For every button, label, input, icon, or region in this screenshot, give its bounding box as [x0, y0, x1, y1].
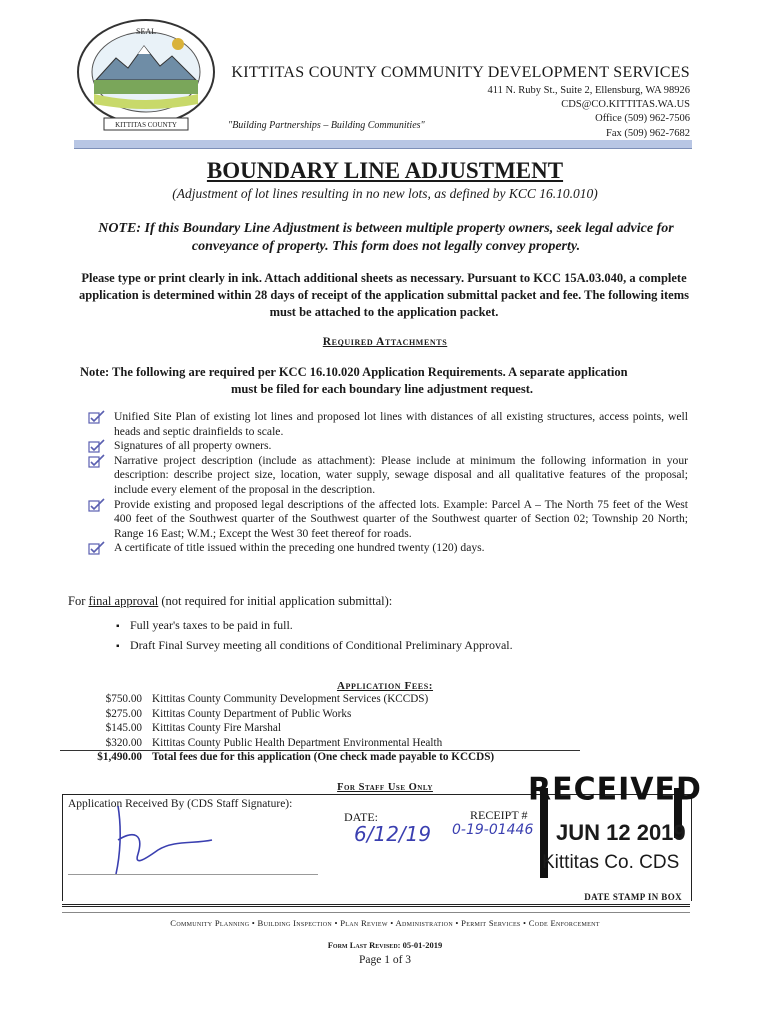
attachment-checklist	[88, 410, 688, 556]
footer-divider	[62, 912, 690, 913]
fee-amount: $750.00	[105, 693, 142, 705]
agency-address	[430, 84, 690, 141]
fee-total-desc: Total fees due for this application (One check made payable to KCCDS)	[152, 751, 495, 764]
legal-note: NOTE: If this Boundary Line Adjustment is between multiple property owners, seek legal advice for conveyance of property. This form does not legally convey property.	[98, 221, 674, 254]
required-attachments-note	[80, 364, 684, 398]
checked-box-icon[interactable]	[88, 498, 106, 512]
header-rule-thin	[74, 148, 692, 149]
checklist-item-text: Provide existing and proposed legal descriptions of the affected lots. Example: Parcel A – The North 75 feet of the West 400 feet of the Southwest quarter of the Southwest quarter of the Southwest quarter of Section 02; Township 20 North; Range 16 East; W.M.; Except the West 30 feet thereof for roads.	[114, 497, 688, 540]
required-note-line1: Note: The following are required per KCC 16.10.020 Application Requirements. A separate application	[80, 365, 628, 379]
total-row	[78, 750, 578, 765]
address-fax: Fax (509) 962-7682	[606, 127, 690, 139]
final-approval-list	[116, 616, 513, 656]
fee-desc: Kittitas County Community Development Services (KCCDS)	[152, 693, 429, 705]
checklist-item-text: A certificate of title issued within the preceding one hundred twenty (120) days.	[114, 541, 485, 555]
agency-name: KITTITAS COUNTY COMMUNITY DEVELOPMENT SERVICES	[231, 64, 690, 81]
fee-desc: Kittitas County Public Health Department Environmental Health	[152, 736, 443, 749]
table-row	[78, 721, 578, 736]
fee-desc: Kittitas County Department of Public Works	[152, 707, 352, 720]
final-approval-prefix: For	[68, 594, 89, 608]
checklist-item-text: Signatures of all property owners.	[114, 439, 272, 453]
checked-box-icon[interactable]	[88, 439, 106, 453]
header-rule	[74, 140, 692, 148]
page-subtitle: (Adjustment of lot lines resulting in no new lots, as defined by KCC 16.10.010)	[172, 186, 598, 201]
checklist-item-text: Narrative project description (include as attachment): Please include at minimum the following information in your description: describe project size, location, water supply, sewage disposal and all qualitative features of the proposal; include every element of the proposal in the description.	[114, 453, 688, 496]
checklist-item	[88, 439, 688, 454]
checked-box-icon[interactable]	[88, 541, 106, 555]
address-email: CDS@CO.KITTITAS.WA.US	[561, 99, 690, 111]
form-revised-date: Form Last Revised: 05-01-2019	[327, 940, 443, 950]
date-label: DATE:	[344, 810, 378, 824]
fee-total-amount: $1,490.00	[97, 751, 142, 764]
table-row	[78, 692, 578, 707]
table-row	[78, 707, 578, 722]
list-item: ▪ Full year's taxes to be paid in full.	[116, 616, 513, 636]
checked-box-icon[interactable]	[88, 454, 106, 468]
required-note-line2: must be filed for each boundary line adjustment request.	[231, 382, 533, 396]
checklist-item	[88, 410, 688, 439]
final-approval-suffix: (not required for initial application submittal):	[158, 594, 393, 608]
tagline: "Building Partnerships – Building Communities"	[228, 120, 425, 131]
fee-divider	[60, 750, 580, 751]
date-stamp-label: DATE STAMP IN BOX	[584, 892, 682, 902]
staff-signature	[104, 800, 224, 880]
checklist-item	[88, 454, 688, 498]
date-field[interactable]: 6/12/19	[354, 822, 432, 846]
application-fees-heading: Application Fees:	[336, 680, 434, 692]
received-by-label: Application Received By (CDS Staff Signature):	[68, 798, 293, 810]
fee-table	[78, 692, 578, 765]
receipt-number-field[interactable]: 0-19-01446	[452, 822, 534, 838]
received-stamp-org: Kittitas Co. CDS	[542, 852, 680, 873]
page-title: BOUNDARY LINE ADJUSTMENT	[206, 158, 564, 183]
seal-bottom-label: KITTITAS COUNTY	[115, 121, 177, 129]
received-stamp: RECEIVED	[528, 771, 702, 808]
checklist-item	[88, 498, 688, 542]
staff-use-heading: For Staff Use Only	[337, 782, 433, 793]
fee-amount: $145.00	[105, 722, 142, 735]
address-street: 411 N. Ruby St., Suite 2, Ellensburg, WA 98926	[487, 85, 690, 96]
page-number: Page 1 of 3	[358, 954, 412, 966]
footer-services: Community Planning • Building Inspection • Plan Review • Administration • Permit Services • Code Enforcement	[170, 918, 600, 928]
checklist-item	[88, 541, 688, 556]
address-office-phone: Office (509) 962-7506	[595, 113, 690, 125]
list-item: ▪ Draft Final Survey meeting all conditions of Conditional Preliminary Approval.	[116, 636, 513, 656]
county-seal-logo	[72, 14, 220, 136]
fee-desc: Kittitas County Fire Marshal	[152, 722, 281, 735]
instructions: Please type or print clearly in ink. Attach additional sheets as necessary. Pursuant to KCC 15A.03.040, a complete application is determined within 28 days of receipt of the application submittal packet and fee. The following items must be attached to the application packet.	[79, 271, 689, 319]
received-stamp-date: JUN 12 2019	[556, 820, 686, 845]
checked-box-icon[interactable]	[88, 410, 106, 424]
table-row	[78, 736, 578, 751]
receipt-label: RECEIPT #	[470, 808, 528, 822]
fee-amount: $275.00	[105, 707, 142, 720]
checklist-item-text: Unified Site Plan of existing lot lines and proposed lot lines with distances of all existing structures, access points, well heads and septic drainfields to scale.	[114, 410, 688, 438]
signature-line	[68, 874, 318, 875]
svg-text:SEAL: SEAL	[136, 27, 156, 36]
final-approval-lead	[68, 594, 392, 609]
fee-amount: $320.00	[105, 736, 142, 749]
final-approval-underlined: final approval	[88, 594, 159, 608]
required-attachments-heading: Required Attachments	[322, 336, 448, 348]
